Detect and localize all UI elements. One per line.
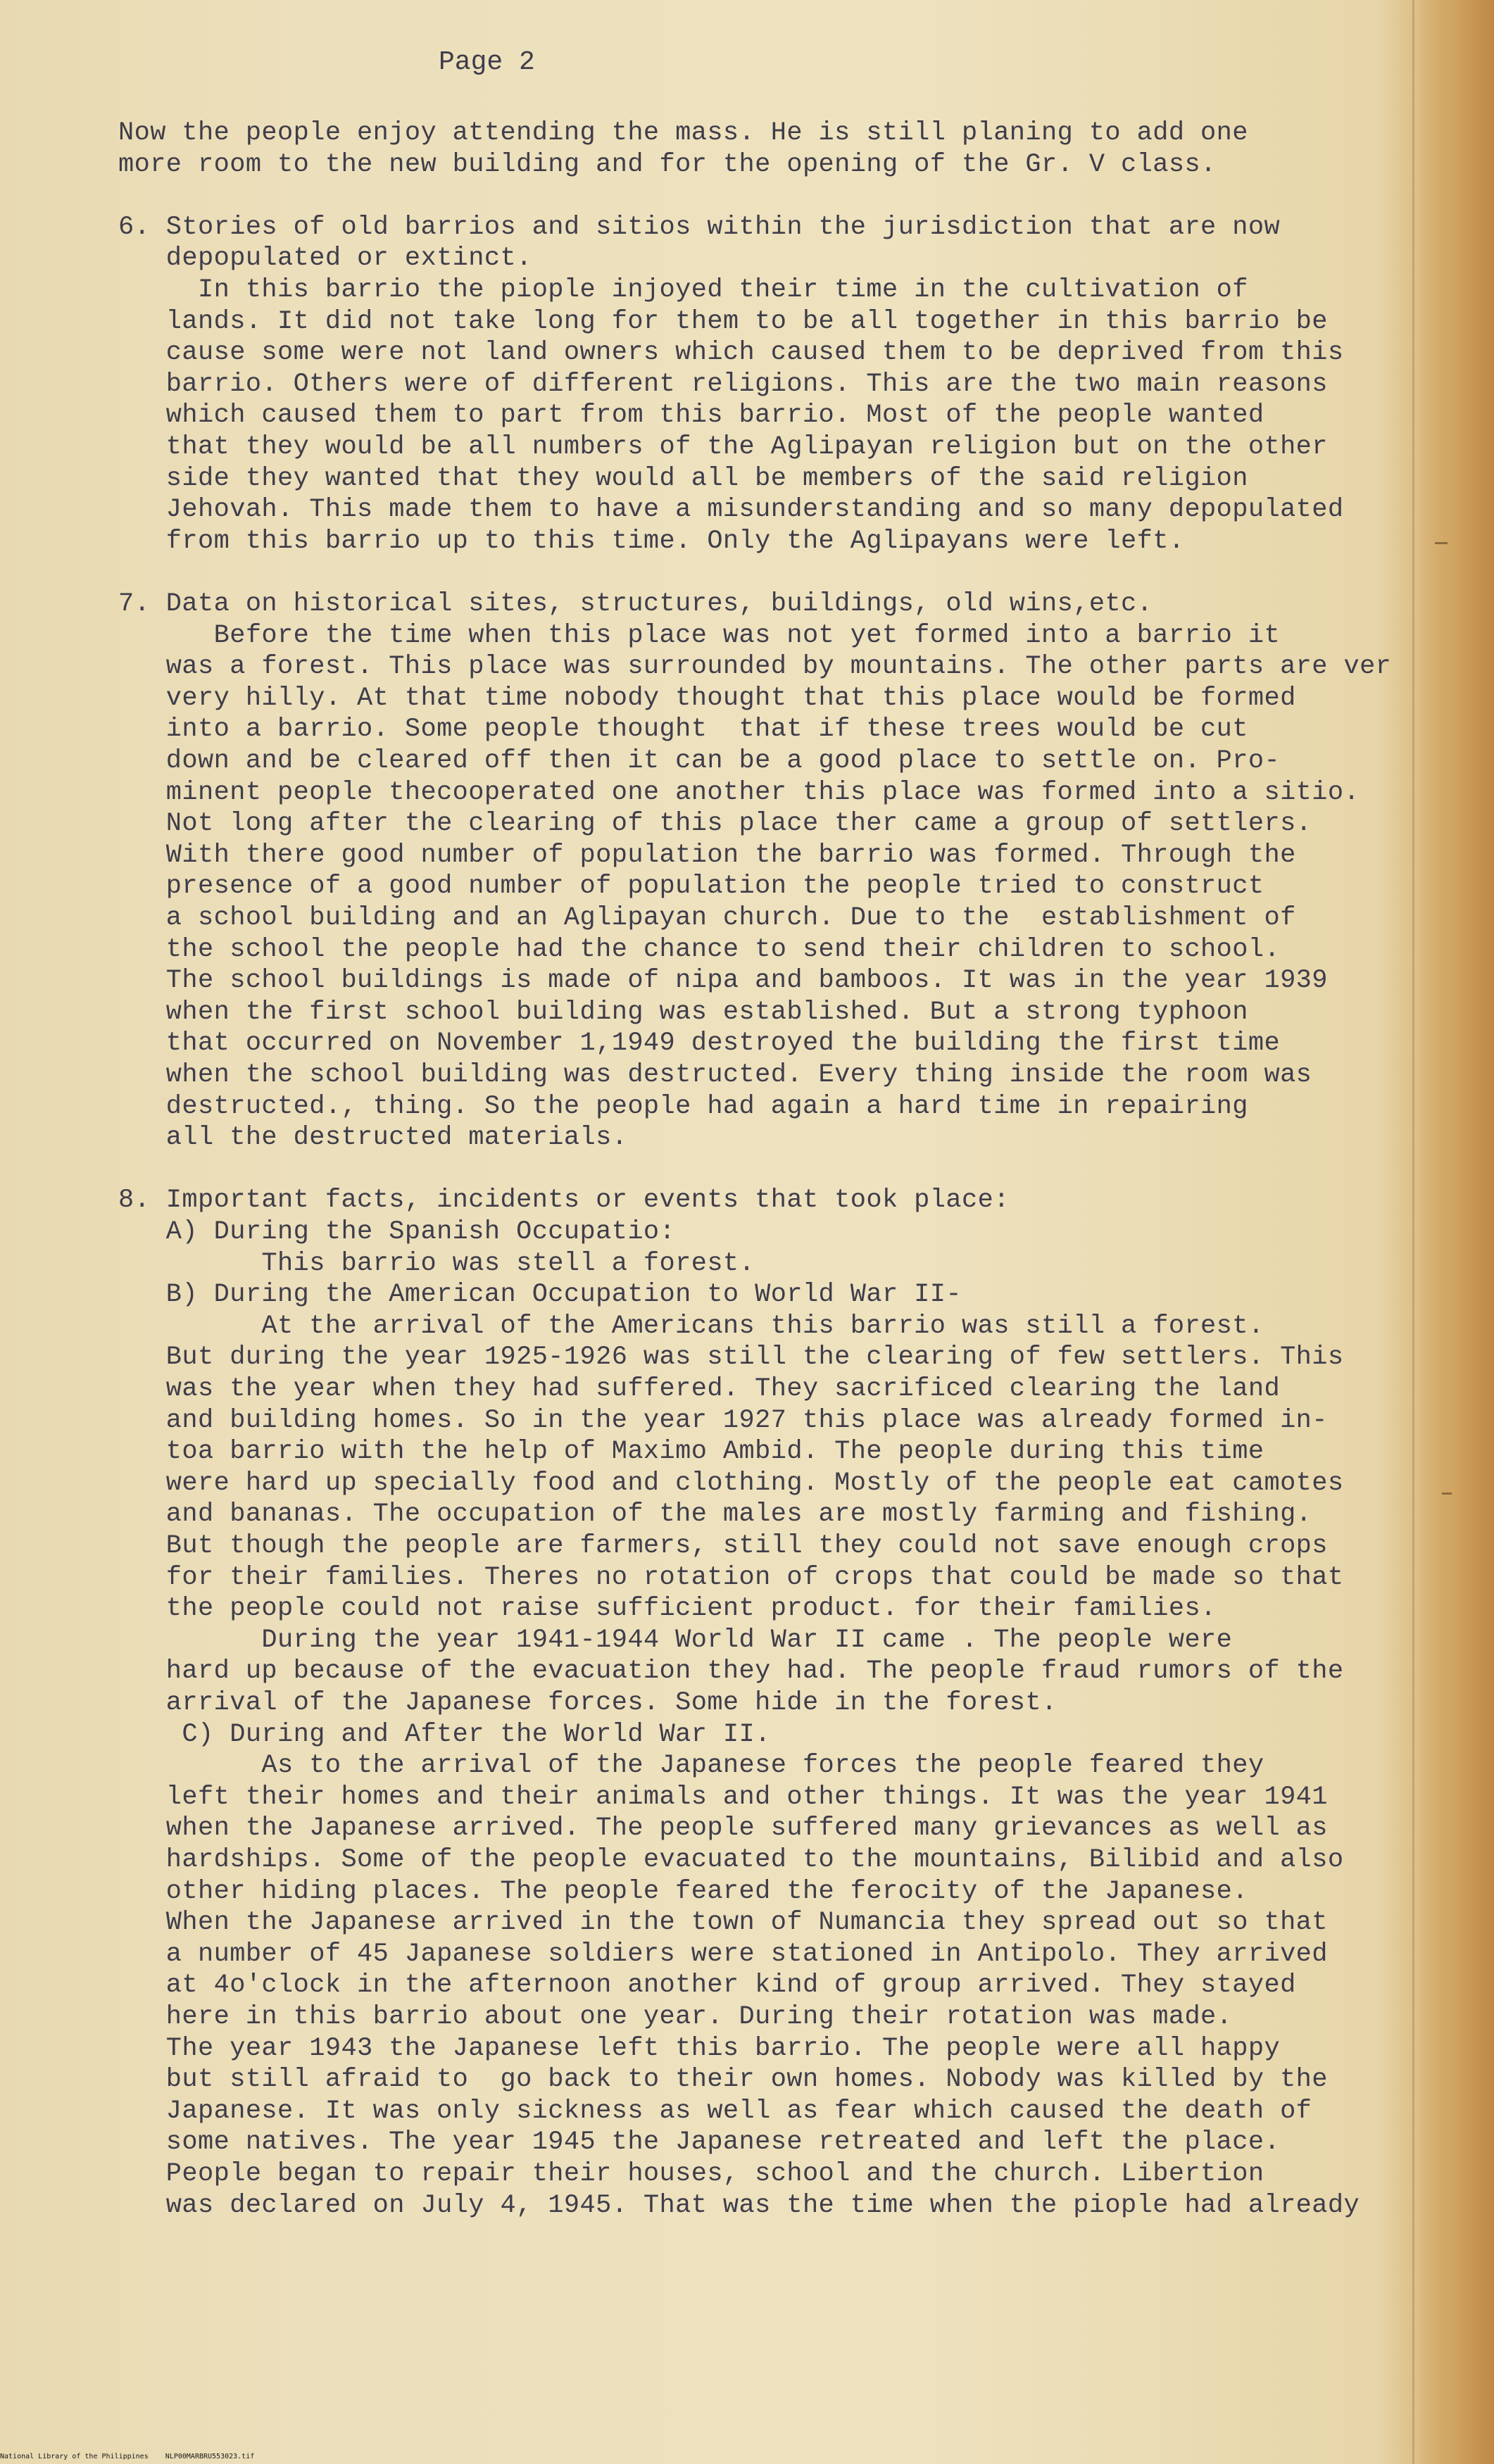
text-line: left their homes and their animals and other things. It was the year 1941 xyxy=(118,1782,1328,1812)
text-line: for their families. Theres no rotation of crops that could be made so that xyxy=(118,1562,1344,1592)
text-line: With there good number of population the barrio was formed. Through the xyxy=(118,840,1296,870)
text-line: and bananas. The occupation of the males are mostly farming and fishing. xyxy=(118,1500,1312,1530)
text-line: Before the time when this place was not yet formed into a barrio it xyxy=(118,620,1281,650)
text-line: 7. Data on historical sites, structures, buildings, old wins,etc. xyxy=(118,589,1153,619)
text-line: lands. It did not take long for them to be all together in this barrio be xyxy=(118,306,1328,337)
text-line: very hilly. At that time nobody thought that this place would be formed xyxy=(118,683,1296,713)
text-line: side they wanted that they would all be members of the said religion xyxy=(118,463,1248,494)
text-line: here in this barrio about one year. During their rotation was made. xyxy=(118,2002,1233,2032)
text-line: When the Japanese arrived in the town of Numancia they spread out so that xyxy=(118,1908,1328,1938)
text-line: all the destructed materials. xyxy=(118,1123,628,1153)
text-line: from this barrio up to this time. Only the Aglipayans were left. xyxy=(118,526,1185,556)
text-line: hardships. Some of the people evacuated to the mountains, Bilibid and also xyxy=(118,1845,1344,1875)
text-line: other hiding places. The people feared the ferocity of the Japanese. xyxy=(118,1876,1248,1906)
text-line: In this barrio the piople injoyed their time in the cultivation of xyxy=(118,275,1248,305)
text-line: barrio. Others were of different religions. This are the two main reasons xyxy=(118,369,1328,399)
text-line: This barrio was stell a forest. xyxy=(118,1248,755,1278)
page-number: Page 2 xyxy=(439,47,535,77)
text-line: was the year when they had suffered. They sacrificed clearing the land xyxy=(118,1374,1281,1404)
text-line: destructed., thing. So the people had again a hard time in repairing xyxy=(118,1091,1248,1121)
text-line: at 4o'clock in the afternoon another kind of group arrived. They stayed xyxy=(118,1970,1296,2001)
margin-mark xyxy=(1442,1492,1452,1495)
text-line: was declared on July 4, 1945. That was the time when the piople had already xyxy=(118,2190,1360,2220)
margin-mark xyxy=(1435,542,1448,544)
text-line: a number of 45 Japanese soldiers were stationed in Antipolo. They arrived xyxy=(118,1939,1328,1969)
text-line: that occurred on November 1,1949 destroyed the building the first time xyxy=(118,1029,1281,1059)
text-line: But though the people are farmers, still they could not save enough crops xyxy=(118,1531,1328,1561)
text-line: A) During the Spanish Occupatio: xyxy=(118,1217,676,1247)
text-line: and building homes. So in the year 1927 this place was already formed in- xyxy=(118,1405,1328,1435)
text-line: arrival of the Japanese forces. Some hide in the forest. xyxy=(118,1688,1057,1718)
text-line: when the school building was destructed. Every thing inside the room was xyxy=(118,1060,1312,1090)
text-line: Not long after the clearing of this place ther came a group of settlers. xyxy=(118,809,1312,839)
text-line: C) During and After the World War II. xyxy=(118,1719,771,1749)
text-line: cause some were not land owners which caused them to be deprived from this xyxy=(118,338,1344,368)
text-line: Japanese. It was only sickness as well as fear which caused the death of xyxy=(118,2096,1312,2126)
text-line: But during the year 1925-1926 was still the clearing of few settlers. This xyxy=(118,1343,1344,1373)
text-line: The year 1943 the Japanese left this barrio. The people were all happy xyxy=(118,2033,1281,2063)
text-line: when the Japanese arrived. The people suffered many grievances as well as xyxy=(118,1814,1328,1844)
text-line: that they would be all numbers of the Aglipayan religion but on the other xyxy=(118,432,1328,462)
text-line: 6. Stories of old barrios and sitios within the jurisdiction that are now xyxy=(118,212,1281,242)
text-line: B) During the American Occupation to World War II- xyxy=(118,1280,962,1310)
paper-fold-line xyxy=(1412,0,1414,2464)
text-line: was a forest. This place was surrounded by mountains. The other parts are ver xyxy=(118,652,1392,682)
text-line: The school buildings is made of nipa and bamboos. It was in the year 1939 xyxy=(118,966,1328,996)
text-line: some natives. The year 1945 the Japanese retreated and left the place. xyxy=(118,2127,1281,2158)
text-line: Now the people enjoy attending the mass. He is still planing to add one xyxy=(118,118,1248,148)
text-line: hard up because of the evacuation they had. The people fraud rumors of the xyxy=(118,1657,1344,1687)
text-line: more room to the new building and for the opening of the Gr. V class. xyxy=(118,149,1217,180)
text-line: presence of a good number of population the people tried to construct xyxy=(118,872,1264,902)
text-line: minent people thecooperated one another this place was formed into a sitio. xyxy=(118,777,1360,807)
text-line: At the arrival of the Americans this barrio was still a forest. xyxy=(118,1311,1264,1341)
text-line: toa barrio with the help of Maximo Ambid. The people during this time xyxy=(118,1437,1264,1467)
text-line: which caused them to part from this barrio. Most of the people wanted xyxy=(118,401,1264,431)
text-line: when the first school building was established. But a strong typhoon xyxy=(118,997,1248,1027)
text-line: As to the arrival of the Japanese forces the people feared they xyxy=(118,1751,1264,1781)
text-line: During the year 1941-1944 World War II came . The people were xyxy=(118,1625,1233,1655)
text-line: the school the people had the chance to send their children to school. xyxy=(118,934,1281,964)
text-line: People began to repair their houses, school and the church. Libertion xyxy=(118,2159,1264,2189)
text-line: were hard up specially food and clothing. Mostly of the people eat camotes xyxy=(118,1468,1344,1498)
text-line: Jehovah. This made them to have a misunderstanding and so many depopulated xyxy=(118,495,1344,525)
text-line: a school building and an Aglipayan church. Due to the establishment of xyxy=(118,903,1296,933)
text-line: but still afraid to go back to their own homes. Nobody was killed by the xyxy=(118,2065,1328,2095)
paper-edge-shading xyxy=(1417,0,1494,2464)
text-line: 8. Important facts, incidents or events that took place: xyxy=(118,1186,1010,1216)
text-line: down and be cleared off then it can be a good place to settle on. Pro- xyxy=(118,746,1281,776)
text-line: depopulated or extinct. xyxy=(118,244,532,274)
archive-footer: National Library of the Philippines NLP00MARBRU553023.tif xyxy=(0,2453,255,2460)
text-line: the people could not raise sufficient product. for their families. xyxy=(118,1594,1217,1624)
text-line: into a barrio. Some people thought that if these trees would be cut xyxy=(118,715,1248,745)
